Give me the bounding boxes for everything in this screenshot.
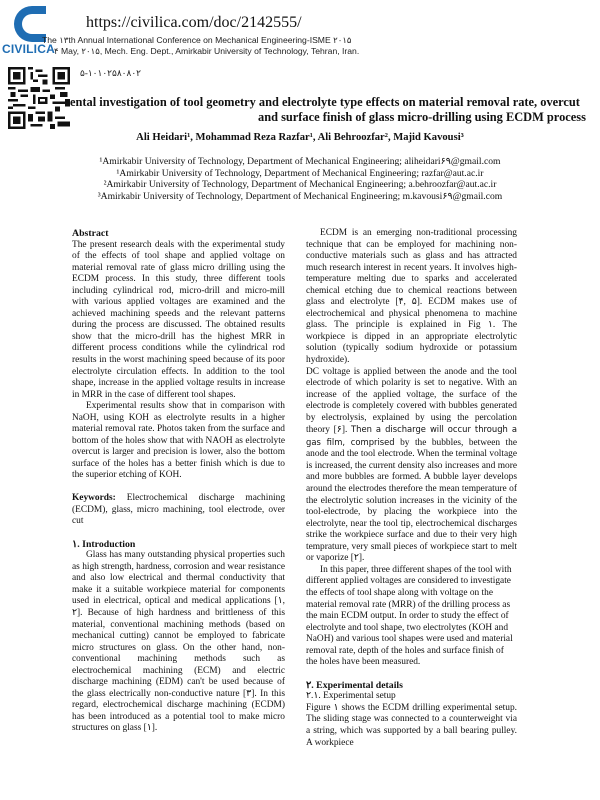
dc-voltage-text: DC voltage is applied between the anode and the tool electrode of which polarity is set to negative. With an increase of the applied voltage, the surface of the electrode is completely covered with bubbles generated by electrolysis, explained by using the percolation theory [۶]. bbox=[306, 366, 517, 436]
experimental-setup-paragraph: Figure ۱ shows the ECDM drilling experimental setup. The sliding stage was connected to a counterweight via a string, which was supported by a ball bearing pulley. A workpiece bbox=[306, 702, 517, 748]
keywords bbox=[72, 493, 285, 528]
conference-line-1: The ۱۳th Annual International Conference on Mechanical Engineering-ISME ۲۰۱۵ bbox=[42, 35, 352, 45]
dc-voltage-paragraph bbox=[306, 367, 517, 565]
keywords-text: Electrochemical discharge machining (ECDM), glass, micro machining, tool electrode, over cut bbox=[72, 493, 286, 527]
introduction-heading: ۱. Introduction bbox=[72, 538, 136, 550]
affiliation: ¹Amirkabir University of Technology, Department of Mechanical Engineering; razfar@aut.ac.ir bbox=[116, 167, 484, 179]
abstract-heading: Abstract bbox=[72, 228, 109, 239]
left-column bbox=[72, 228, 285, 735]
bubble-text: by the bubbles, between the anode and the tool electrode. When the terminal voltage is increased, the current density also increases and more and more bubbles are formed. A bubble layer develops around the electrodes therefore the mean temperature of the electrolytic solution increases in the vicinity of the tool-electrode, by placing the workpiece into the electrolyte, near the tool tip, electrochemical discharges strike the workpiece surface and due to their very high temprature, very small pieces of workpiece start to melt or vaporize [۲]. bbox=[306, 437, 517, 564]
introduction-paragraph-1: Glass has many outstanding physical properties such as high strength, hardness, corrosion and wear resistance and also low electrical and thermal conductivity that make it a suitable workpiece material for components used in electrical, optical and medical applications [۱, ۲]. Because of high hardness and brittleness of this material, conventional machining methods (based on mechanical cutting) cannot be employed to fabricate micro structures on glass. On the other hand, non-conventional machining methods such as electrochemical machining (ECM) and electric discharge machining (EDM) can't be used because of the glass electrically non-conductive nature [۳]. In this regard, electrochemical discharge machining (ECDM) has been introduced as a potential tool to make micro structures on glass [۱]. bbox=[72, 550, 285, 734]
section-2-1-heading: ۲.۱. Experimental setup bbox=[306, 691, 396, 702]
right-column bbox=[306, 228, 517, 749]
title-line-1: ental investigation of tool geometry and electrolyte type effects on material removal rate, overcut bbox=[70, 95, 580, 109]
conference-line-2: ۴ May, ۲۰۱۵, Mech. Eng. Dept., Amirkabir University of Technology, Tehran, Iran. bbox=[54, 46, 360, 56]
affiliation: ¹Amirkabir University of Technology, Department of Mechanical Engineering; aliheidari۶۹@gmail.com bbox=[99, 156, 501, 167]
logo-text: CIVILICA bbox=[2, 42, 55, 56]
in-this-paper-paragraph: In this paper, three different shapes of the tool with different applied voltages are considered to investigate the effects of tool shape along with voltage on the material removal rate (MRR) of the drilling process as the main ECDM output. In order to study the effect of electrolyte and tool shape, two electrolytes (KOH and NaOH) and various tool shapes were used and material removal rate, depth of the holes and surface finish of the holes have been measured. bbox=[306, 564, 513, 668]
keywords-label: Keywords: bbox=[72, 493, 116, 504]
affiliation: ³Amirkabir University of Technology, Department of Mechanical Engineering; m.kavousi۶۹@gmail.com bbox=[97, 190, 503, 202]
qr-code-icon[interactable] bbox=[8, 67, 70, 129]
abstract-paragraph-1: The present research deals with the experimental study of the effects of tool shape and applied voltage on material removal rate of glass micro drilling using the ECDM process. In this study, three different tools including cylindrical rod, micro-drill and micro-mill with various applied voltages are examined and the achieved machining speeds and the relevant patterns during the process are discussed. The obtained results show that the micro-drill has the highest MRR in different process conditions while the cylindrical rod results in the worst machining speed because of its poor electrolyte circulation effects. In addition to the tool shape, increase in the applied voltage results in increase in MRR in the case of different tool shapes. bbox=[72, 239, 285, 400]
document-id: ۵-۱۰۱۰۲۵۸۰۸۰۲ bbox=[80, 68, 142, 78]
affiliation: ²Amirkabir University of Technology, Department of Mechanical Engineering; a.behroozfar@aut.ac.ir bbox=[103, 179, 497, 191]
discharge-text: Then a discharge will occur through a gas film, comprised bbox=[306, 424, 518, 447]
ecdm-paragraph: ECDM is an emerging non-traditional processing technique that can be employed for machining non-conductive materials such as glass and has attracted much research interest in recent years. It involves high-temperature melting due to sparks and accelerated chemical etching due to chemical reactions between glass and electrolyte [۴, ۵]. ECDM makes use of electrochemical and physical phenomena to machine glass. The principle is explained in Fig ۱. The workpiece is dipped in an appropriate electrolytic solution (typically sodium hydroxide or potassium hydroxide). bbox=[306, 228, 517, 366]
authors: Ali Heidari¹, Mohammad Reza Razfar¹, Ali Behroozfar², Majid Kavousi³ bbox=[136, 132, 464, 143]
paper-title bbox=[70, 95, 600, 125]
document-url[interactable]: https://civilica.com/doc/2142555/ bbox=[86, 14, 302, 31]
affiliations bbox=[0, 156, 600, 202]
title-line-2: and surface finish of glass micro-drilling using ECDM process bbox=[258, 110, 586, 124]
section-2-heading: ۲. Experimental details bbox=[306, 679, 403, 691]
abstract-paragraph-2: Experimental results show that in comparison with NaOH, using KOH as electrolyte results in a higher material removal rate. Photos taken from the surface and bottom of the holes show that with NAOH as electrolyte overcut is larger and precision is lower, also the bottom surface of the holes has a better finish which is due to the superior etching of KOH. bbox=[72, 401, 285, 481]
